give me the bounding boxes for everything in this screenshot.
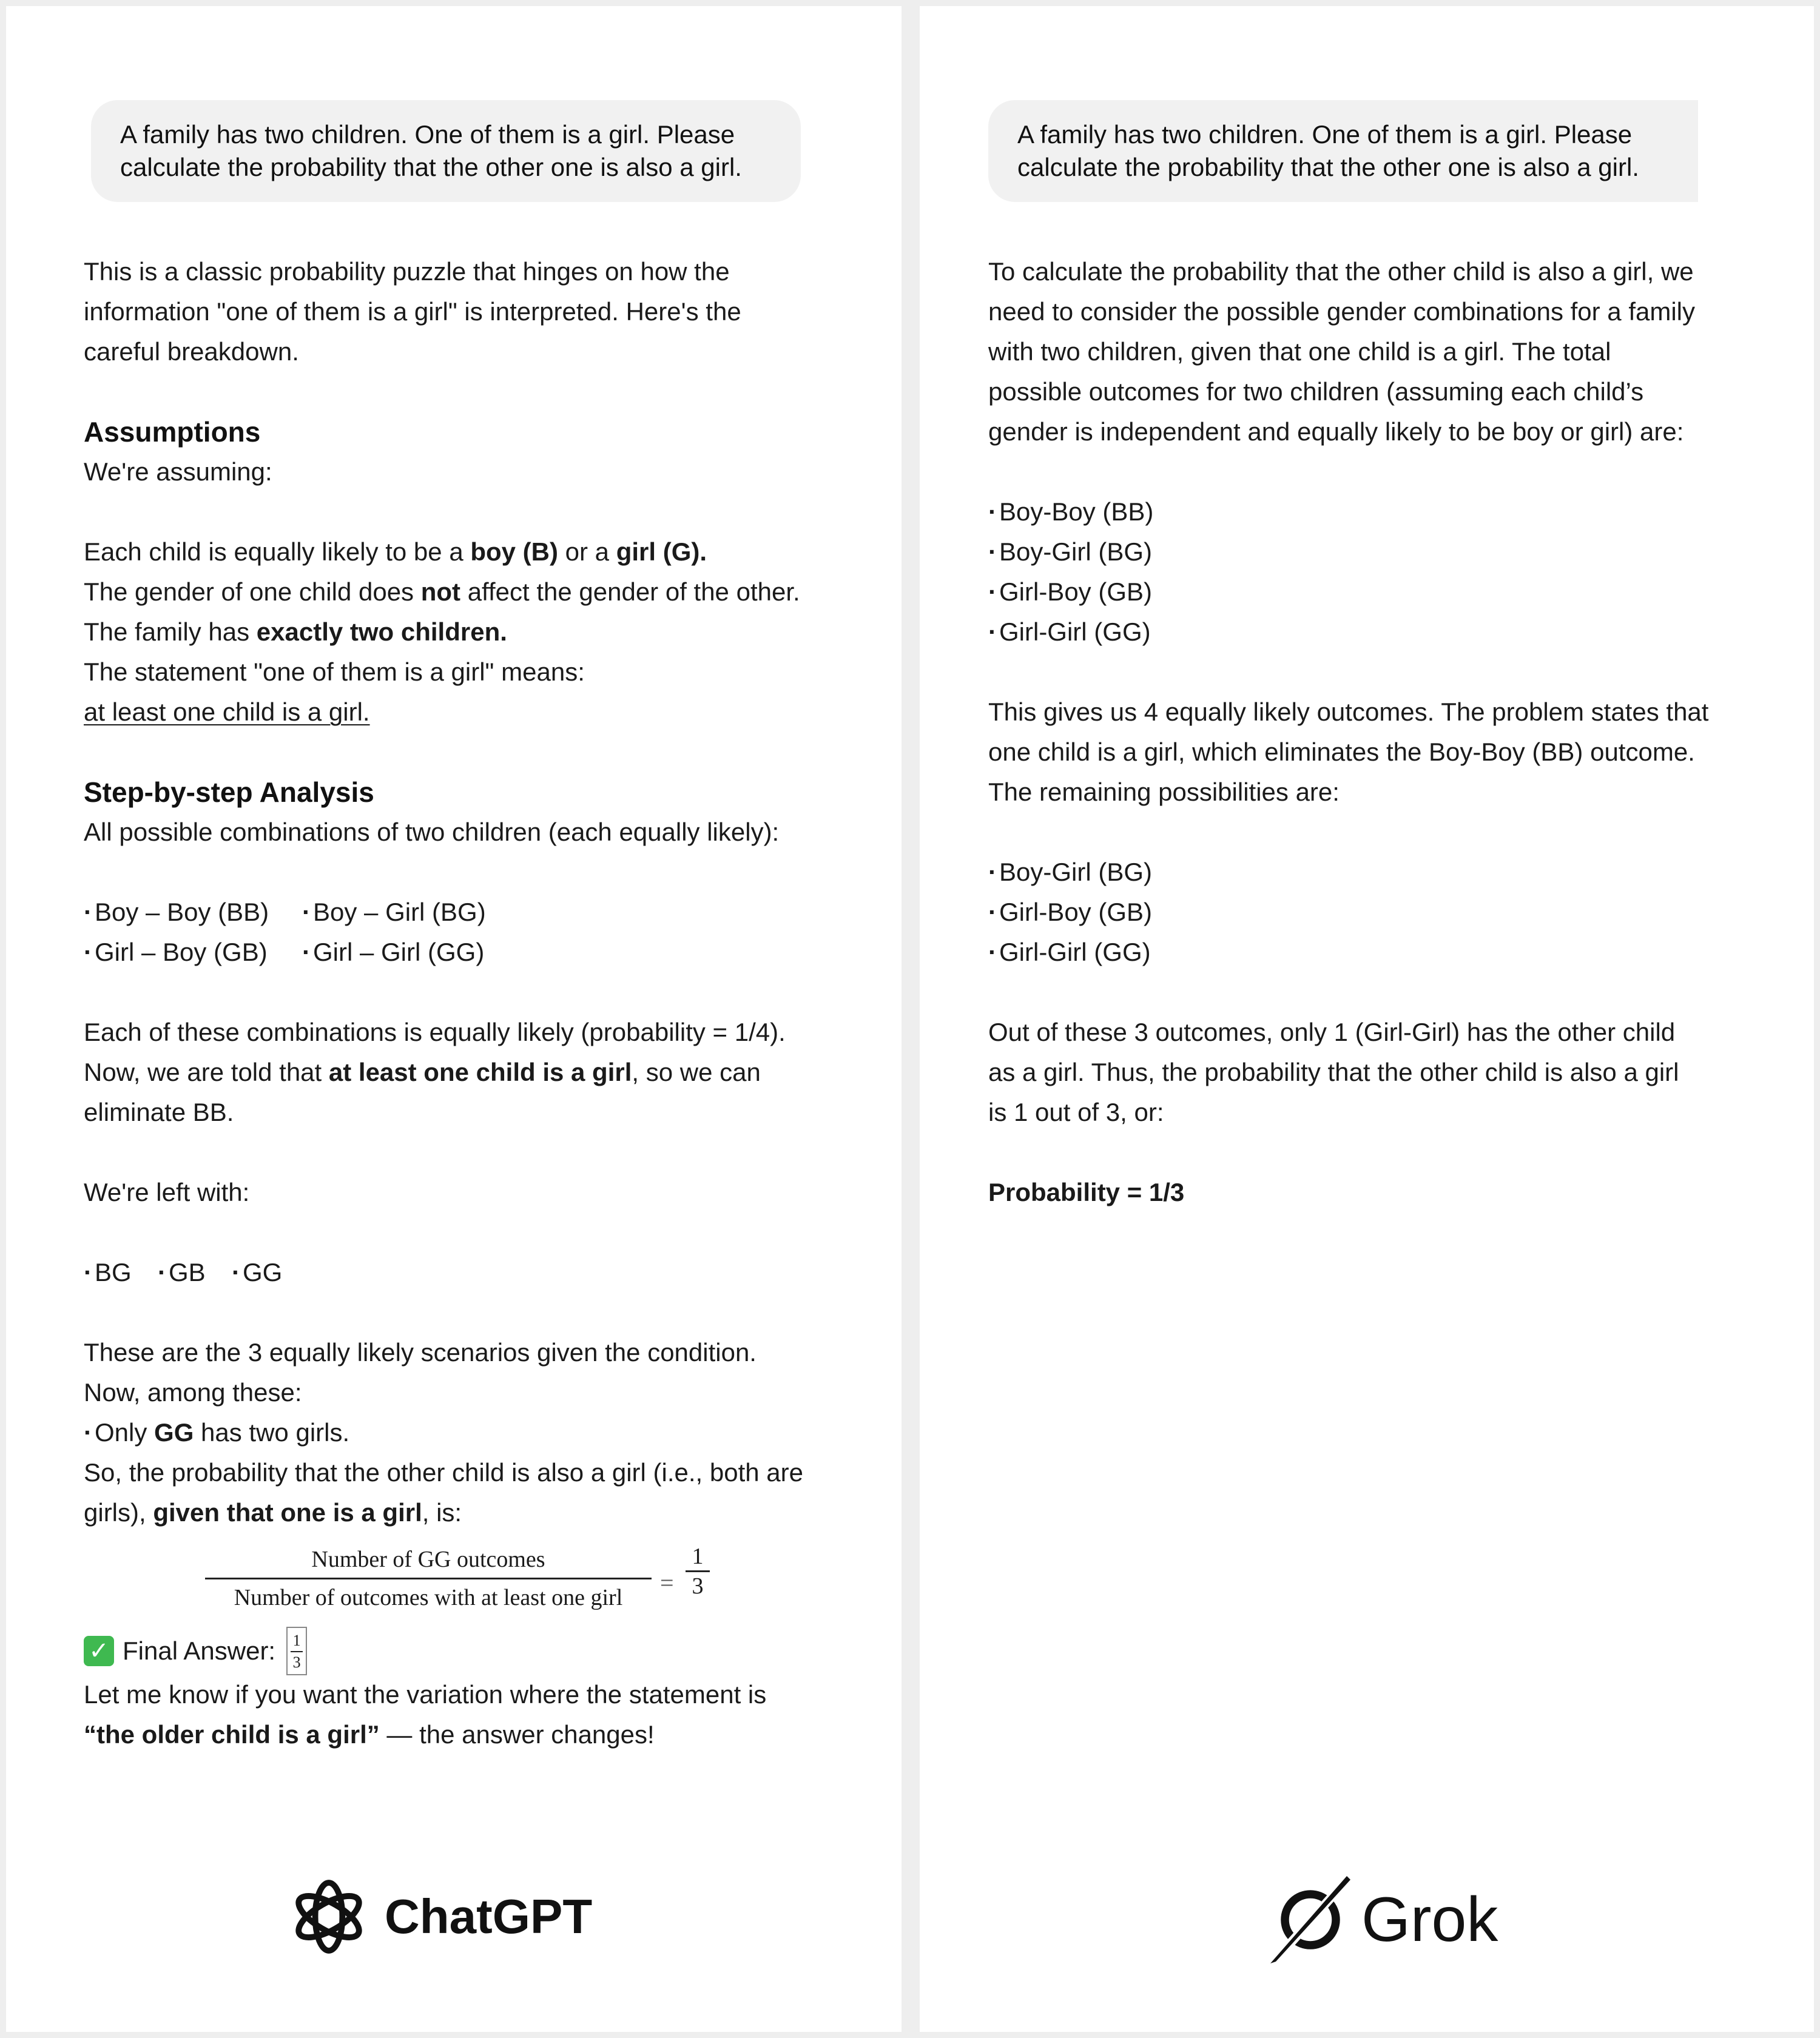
intro-line-3: with two children, given that one child is a girl. The total xyxy=(988,337,1611,366)
intro-line-2: need to consider the possible gender combinations for a family xyxy=(988,297,1696,326)
intro-line-3: careful breakdown. xyxy=(84,337,299,366)
assumption-5: at least one child is a girl. xyxy=(84,698,370,726)
formula-fraction xyxy=(205,1545,652,1612)
analysis-heading: Step-by-step Analysis xyxy=(84,776,374,808)
probability-result: Probability = 1/3 xyxy=(988,1178,1185,1206)
told-line: Now, we are told that at least one child is a girl, so we can xyxy=(84,1058,761,1086)
so-line: So, the probability that the other child is also a girl (i.e., both are xyxy=(84,1458,803,1487)
left-with: We're left with: xyxy=(84,1178,250,1206)
chatgpt-brand xyxy=(286,1874,592,1959)
chatgpt-panel xyxy=(6,6,902,2032)
grok-panel xyxy=(920,6,1814,2032)
list-item: · Girl-Girl (GG) xyxy=(988,932,1151,972)
grok-brand xyxy=(1263,1874,1498,1965)
list-item: · Boy – Girl (BG) xyxy=(302,892,486,932)
grok-logo-icon xyxy=(1263,1874,1354,1965)
combo-row-2 xyxy=(84,932,866,972)
assumption-3: The family has exactly two children. xyxy=(84,617,507,646)
combo-row-1 xyxy=(84,892,866,932)
list-item: · Girl-Boy (GB) xyxy=(988,892,1152,932)
intro-line-1: This is a classic probability puzzle that hinges on how the xyxy=(84,257,730,286)
formula-result: $\frac{1}{3}$ xyxy=(686,1542,710,1600)
gives-line-3: The remaining possibilities are: xyxy=(988,778,1340,806)
gives-line-2: one child is a girl, which eliminates the Boy-Boy (BB) outcome. xyxy=(988,738,1695,766)
formula-denominator: Number of outcomes with at least one girl xyxy=(234,1585,623,1610)
chatgpt-brand-name: ChatGPT xyxy=(385,1889,593,1943)
list-item: · Boy – Boy (BB) xyxy=(84,892,302,932)
list-item: · BG xyxy=(84,1253,158,1293)
out-of-line-1: Out of these 3 outcomes, only 1 (Girl-Girl) has the other child xyxy=(988,1018,1676,1046)
out-of-line-3: is 1 out of 3, or: xyxy=(988,1098,1164,1126)
list-item: · GB xyxy=(158,1253,232,1293)
list-item: · Girl – Girl (GG) xyxy=(302,932,484,972)
intro-line-2: information "one of them is a girl" is interpreted. Here's the xyxy=(84,297,741,326)
assumption-4: The statement "one of them is a girl" means: xyxy=(84,657,585,686)
only-gg-line: · Only GG has two girls. xyxy=(84,1413,866,1453)
list-item: · Boy-Girl (BG) xyxy=(988,532,1152,572)
out-of-line-2: as a girl. Thus, the probability that the other child is also a girl xyxy=(988,1058,1679,1086)
formula-equals: = xyxy=(660,1569,674,1596)
final-answer-label: Final Answer: xyxy=(123,1636,276,1665)
list-item: · Girl-Boy (GB) xyxy=(988,572,1152,612)
scenarios-line: These are the 3 equally likely scenarios given the condition. xyxy=(84,1338,757,1367)
list-item: · GG xyxy=(232,1253,282,1293)
list-item: · Girl-Girl (GG) xyxy=(988,612,1151,652)
older-child-line: “the older child is a girl” — the answer changes! xyxy=(84,1720,655,1749)
girls-line: girls), given that one is a girl, is: xyxy=(84,1498,462,1527)
list-item: · Boy-Boy (BB) xyxy=(988,492,1153,532)
remaining-row xyxy=(84,1253,866,1293)
assumption-1: Each child is equally likely to be a boy (B) or a girl (G). xyxy=(84,537,707,566)
list-item: · Girl – Boy (GB) xyxy=(84,932,302,972)
assumptions-heading: Assumptions xyxy=(84,416,261,448)
final-answer-box: 1 3 xyxy=(286,1627,307,1675)
openai-logo-icon xyxy=(286,1874,371,1959)
gives-line-1: This gives us 4 equally likely outcomes. The problem states that xyxy=(988,698,1709,726)
among-line: Now, among these: xyxy=(84,1378,302,1407)
intro-line-1: To calculate the probability that the other child is also a girl, we xyxy=(988,257,1694,286)
eliminate-line: eliminate BB. xyxy=(84,1098,234,1126)
formula-numerator: Number of GG outcomes xyxy=(205,1545,652,1579)
user-prompt-bubble: A family has two children. One of them is a girl. Please calculate the probability that the other one is also a girl. xyxy=(91,100,801,202)
intro-line-4: possible outcomes for two children (assuming each child’s xyxy=(988,377,1644,406)
user-prompt-bubble: A family has two children. One of them is a girl. Please calculate the probability that the other one is also a girl. xyxy=(988,100,1698,202)
grok-brand-name: Grok xyxy=(1361,1884,1498,1955)
grok-response xyxy=(988,252,1771,1212)
intro-line-5: gender is independent and equally likely to be boy or girl) are: xyxy=(988,417,1684,446)
assumption-2: The gender of one child does not affect the gender of the other. xyxy=(84,577,800,606)
probability-formula xyxy=(84,1536,866,1627)
final-answer xyxy=(84,1627,866,1675)
equal-line: Each of these combinations is equally likely (probability = 1/4). xyxy=(84,1018,786,1046)
chatgpt-response xyxy=(84,252,866,1755)
check-mark-icon: ✓ xyxy=(84,1636,114,1666)
analysis-lead: All possible combinations of two children (each equally likely): xyxy=(84,818,780,846)
let-me-know-line: Let me know if you want the variation where the statement is xyxy=(84,1680,767,1709)
list-item: · Boy-Girl (BG) xyxy=(988,852,1152,892)
assumptions-lead: We're assuming: xyxy=(84,457,272,486)
